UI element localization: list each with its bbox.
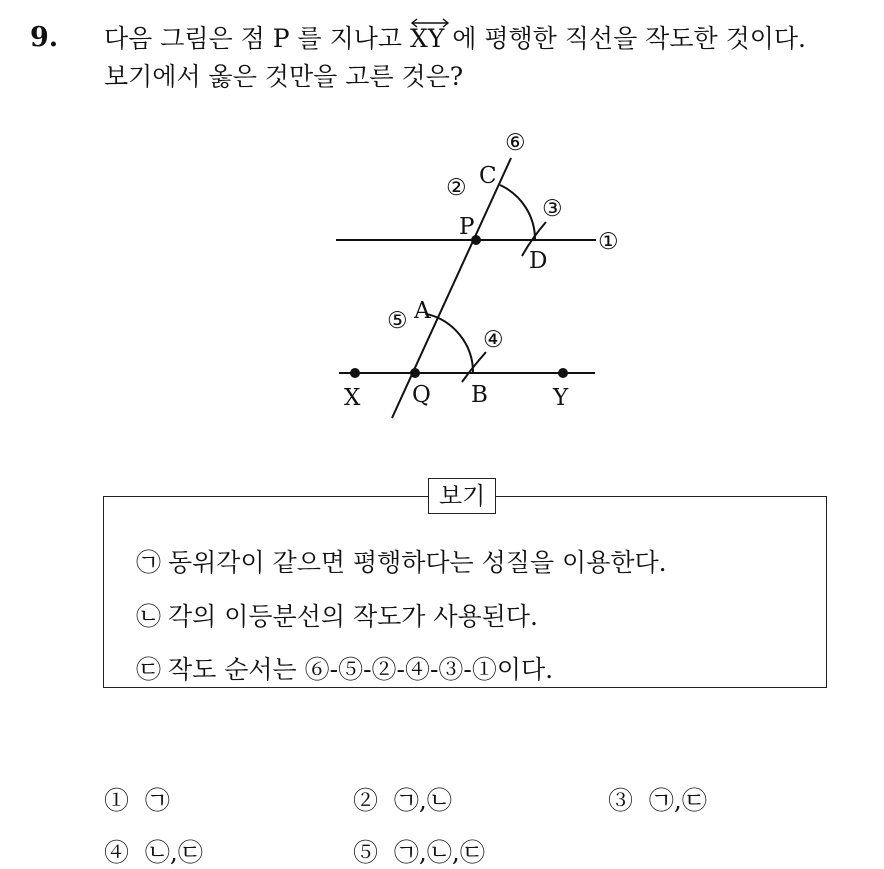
stem-line-2: 보기에서 옳은 것만을 고른 것은?	[104, 62, 464, 91]
choice-text: ㉠,㉡	[393, 786, 452, 815]
step-label-6: ⑥	[505, 130, 526, 156]
step-label-2: ②	[446, 175, 467, 201]
label-x: X	[344, 385, 361, 411]
label-p: P	[459, 214, 475, 240]
bogi-item-2	[136, 597, 538, 633]
point-y-dot	[558, 368, 568, 378]
arc-5	[425, 314, 473, 373]
stem-text-2: 에 평행한 직선을 작도한 것이다.	[444, 24, 806, 53]
bogi-title: 보기	[428, 478, 496, 514]
label-y: Y	[553, 385, 569, 411]
point-q-dot	[410, 368, 420, 378]
choice-number: ⑤	[353, 838, 379, 867]
arc-4	[462, 352, 486, 382]
label-b: B	[471, 382, 488, 408]
label-c: C	[479, 163, 497, 189]
stem-xy-label: XY	[410, 24, 445, 53]
choice-number: ④	[104, 838, 130, 867]
choice-number: ②	[353, 786, 379, 815]
point-x-dot	[350, 368, 360, 378]
bogi-item-3	[136, 650, 553, 686]
bogi-marker: ㉠	[136, 548, 162, 577]
step-label-4: ④	[483, 327, 504, 353]
choice-number: ③	[608, 786, 634, 815]
choice-number: ①	[104, 786, 130, 815]
bogi-item-1	[136, 543, 667, 579]
choice-2[interactable]	[353, 781, 452, 817]
label-q: Q	[412, 382, 431, 408]
choice-1[interactable]	[104, 781, 170, 817]
choice-text: ㉠	[144, 786, 170, 815]
question-number: 9.	[30, 22, 59, 53]
choice-text: ㉠,㉢	[648, 786, 707, 815]
bogi-marker: ㉢	[136, 655, 162, 684]
bogi-marker: ㉡	[136, 602, 162, 631]
label-a: A	[414, 298, 431, 324]
bogi-text: 각의 이등분선의 작도가 사용된다.	[168, 602, 538, 631]
step-label-5: ⑤	[387, 308, 408, 334]
step-label-3: ③	[542, 196, 563, 222]
label-d: D	[529, 248, 548, 274]
arc-2	[500, 185, 535, 240]
choice-3[interactable]	[608, 781, 707, 817]
step-label-1: ①	[598, 229, 619, 255]
choice-4[interactable]	[104, 833, 203, 869]
choice-text: ㉡,㉢	[144, 838, 203, 867]
stem-text-1: 다음 그림은 점 P 를 지나고	[104, 24, 411, 53]
bogi-text: 동위각이 같으면 평행하다는 성질을 이용한다.	[168, 548, 667, 577]
choice-5[interactable]	[353, 833, 485, 869]
bogi-text: 작도 순서는 ⑥-⑤-②-④-③-①이다.	[168, 655, 554, 684]
choice-text: ㉠,㉡,㉢	[393, 838, 485, 867]
